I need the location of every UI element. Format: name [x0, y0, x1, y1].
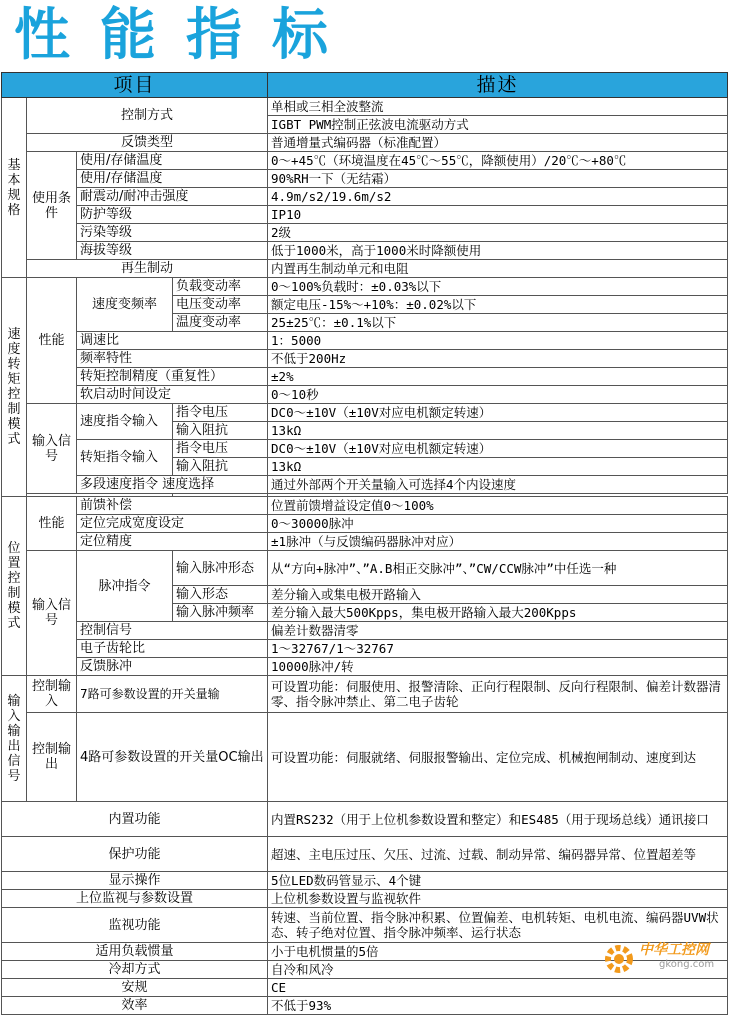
row-label: 转矩指令输入 [77, 440, 173, 476]
spec-table [1, 72, 728, 1015]
group-input-signal-pos: 输入信号 [27, 551, 77, 676]
row-desc: 从“方向+脉冲”、”A.B相正交脉冲”、”CW/CCW脉冲”中任选一种 [268, 551, 728, 586]
row-label: 保护功能 [2, 837, 268, 872]
row-label: 防护等级 [77, 206, 268, 224]
row-desc: DC0～±10V（±10V对应电机额定转速） [268, 440, 728, 458]
row-label: 耐震动/耐冲击强度 [77, 188, 268, 206]
table-row [2, 386, 728, 404]
row-label: 海拔等级 [77, 242, 268, 260]
row-label: 负载变动率 [173, 278, 268, 296]
table-row [2, 872, 728, 890]
row-desc: 低于1000米，高于1000米时降额使用 [268, 242, 728, 260]
row-desc: 偏差计数器清零 [268, 622, 728, 640]
table-row [2, 497, 728, 515]
group-input-signal: 输入信号 [27, 404, 77, 494]
table-row [2, 332, 728, 350]
table-row [2, 476, 728, 494]
row-label: 反馈类型 [27, 134, 268, 152]
group-usage: 使用条件 [27, 152, 77, 260]
row-label: 污染等级 [77, 224, 268, 242]
row-label: 监视功能 [2, 908, 268, 943]
row-desc: 可设置功能：伺服使用、报警清除、正向行程限制、反向行程限制、偏差计数器清零、指令脉冲禁止、第二电子齿轮 [268, 676, 728, 713]
row-label: 输入脉冲频率 [173, 604, 268, 622]
row-label: 输入阻抗 [173, 422, 268, 440]
row-desc: 0～10秒 [268, 386, 728, 404]
table-row [2, 622, 728, 640]
row-desc: 2级 [268, 224, 728, 242]
row-desc: 位置前馈增益设定值0～100% [268, 497, 728, 515]
header-item: 项目 [2, 73, 268, 98]
row-label: 脉冲指令 [77, 551, 173, 622]
table-row [2, 98, 728, 116]
row-label: 再生制动 [27, 260, 268, 278]
row-label: 4路可参数设置的开关量OC输出 [77, 713, 268, 802]
table-row [2, 440, 728, 458]
row-desc: 13kΩ [268, 458, 728, 476]
row-label: 7路可参数设置的开关量输 [77, 676, 268, 713]
table-row [2, 350, 728, 368]
table-row [2, 278, 728, 296]
row-label: 定位精度 [77, 533, 268, 551]
table-row [2, 676, 728, 713]
row-label: 指令电压 [173, 404, 268, 422]
row-desc: DC0～±10V（±10V对应电机额定转速） [268, 404, 728, 422]
row-desc: 0～30000脉冲 [268, 515, 728, 533]
row-label: 上位监视与参数设置 [2, 890, 268, 908]
table-row [2, 837, 728, 872]
group-ctrl-out: 控制输出 [27, 713, 77, 802]
row-desc: 0～+45℃（环境温度在45℃～55℃，降额使用）/20℃～+80℃ [268, 152, 728, 170]
row-desc: 13kΩ [268, 422, 728, 440]
row-label: 电压变动率 [173, 296, 268, 314]
page-title: 性能指标 [14, 3, 358, 68]
row-desc: 单相或三相全波整流 [268, 98, 728, 116]
row-desc: 不低于200Hz [268, 350, 728, 368]
header-desc: 描述 [268, 73, 728, 98]
row-label: 输入形态 [173, 586, 268, 604]
row-label: 指令电压 [173, 440, 268, 458]
row-desc: 0～100%负载时：±0.03%以下 [268, 278, 728, 296]
row-desc: 10000脉冲/转 [268, 658, 728, 676]
row-desc: 额定电压-15%～+10%：±0.02%以下 [268, 296, 728, 314]
table-row [2, 979, 728, 997]
table-row [2, 206, 728, 224]
table-row [2, 551, 728, 586]
row-desc: 不低于93% [268, 997, 728, 1015]
table-row [2, 242, 728, 260]
row-label: 控制方式 [27, 98, 268, 134]
row-label: 软启动时间设定 [77, 386, 268, 404]
row-desc: 超速、主电压过压、欠压、过流、过载、制动异常、编码器异常、位置超差等 [268, 837, 728, 872]
row-label: 前馈补偿 [77, 497, 268, 515]
table-row [2, 713, 728, 802]
row-label: 内置功能 [2, 802, 268, 837]
table-row [2, 515, 728, 533]
row-label: 控制信号 [77, 622, 268, 640]
row-label: 反馈脉冲 [77, 658, 268, 676]
row-label: 输入脉冲形态 [173, 551, 268, 586]
row-label: 冷却方式 [2, 961, 268, 979]
row-desc: 内置再生制动单元和电阻 [268, 260, 728, 278]
row-label: 显示操作 [2, 872, 268, 890]
row-desc: 4.9m/s2/19.6m/s2 [268, 188, 728, 206]
row-label: 使用/存储温度 [77, 170, 268, 188]
row-label: 适用负载惯量 [2, 943, 268, 961]
table-row [2, 260, 728, 278]
row-desc: 普通增量式编码器（标准配置） [268, 134, 728, 152]
row-desc: 5位LED数码管显示、4个键 [268, 872, 728, 890]
row-label: 安规 [2, 979, 268, 997]
table-row [2, 658, 728, 676]
row-desc: CE [268, 979, 728, 997]
group-perf-pos: 性能 [27, 497, 77, 551]
row-desc: 1：5000 [268, 332, 728, 350]
row-label: 电子齿轮比 [77, 640, 268, 658]
table-row [2, 224, 728, 242]
table-row [2, 802, 728, 837]
row-label: 定位完成宽度设定 [77, 515, 268, 533]
row-label: 转矩控制精度（重复性） [77, 368, 268, 386]
table-row [2, 368, 728, 386]
row-label: 速度变频率 [77, 278, 173, 332]
group-io: 输入输出信号 [2, 676, 27, 802]
group-basic: 基本规格 [2, 98, 27, 278]
table-row [2, 640, 728, 658]
table-row [2, 188, 728, 206]
row-desc: 内置RS232（用于上位机参数设置和整定）和ES485（用于现场总线）通讯接口 [268, 802, 728, 837]
row-desc: 自冷和风冷 [268, 961, 728, 979]
row-desc: 转速、当前位置、指令脉冲积累、位置偏差、电机转矩、电机电流、编码器UVW状态、转子绝对位置、指令脉冲频率、运行状态 [268, 908, 728, 943]
group-speed: 速度转矩控制模式 [2, 278, 27, 497]
row-desc: 90%RH一下（无结霜） [268, 170, 728, 188]
row-desc: 通过外部两个开关量输入可选择4个内设速度 [268, 476, 728, 494]
row-desc: IP10 [268, 206, 728, 224]
table-row [2, 404, 728, 422]
table-row [2, 152, 728, 170]
row-label: 频率特性 [77, 350, 268, 368]
row-label: 效率 [2, 997, 268, 1015]
row-label: 多段速度指令 速度选择 [77, 476, 268, 494]
table-row [2, 533, 728, 551]
table-row [2, 890, 728, 908]
gear-icon [601, 941, 637, 977]
row-desc: 上位机参数设置与监视软件 [268, 890, 728, 908]
watermark-logo [601, 937, 721, 981]
watermark-text: 中华工控网 [639, 942, 709, 958]
group-position: 位置控制模式 [2, 497, 27, 676]
table-row [2, 170, 728, 188]
row-desc: ±2% [268, 368, 728, 386]
row-label: 使用/存储温度 [77, 152, 268, 170]
row-label: 速度指令输入 [77, 404, 173, 440]
row-desc: 小于电机惯量的5倍 [268, 943, 728, 961]
row-label: 调速比 [77, 332, 268, 350]
row-desc: 1～32767/1～32767 [268, 640, 728, 658]
table-row [2, 997, 728, 1015]
row-desc: 差分输入或集电极开路输入 [268, 586, 728, 604]
row-label: 输入阻抗 [173, 458, 268, 476]
group-ctrl-in: 控制输入 [27, 676, 77, 713]
row-label: 温度变动率 [173, 314, 268, 332]
row-desc: IGBT PWM控制正弦波电流驱动方式 [268, 116, 728, 134]
row-desc: ±1脉冲（与反馈编码器脉冲对应） [268, 533, 728, 551]
group-perf: 性能 [27, 278, 77, 404]
row-desc: 差分输入最大500Kpps，集电极开路输入最大200Kpps [268, 604, 728, 622]
watermark-sub: gkong.com [659, 959, 715, 970]
row-desc: 25±25℃：±0.1%以下 [268, 314, 728, 332]
table-header-row [2, 73, 728, 98]
table-row [2, 134, 728, 152]
row-desc: 可设置功能：伺服就绪、伺服报警输出、定位完成、机械抱闸制动、速度到达 [268, 713, 728, 802]
